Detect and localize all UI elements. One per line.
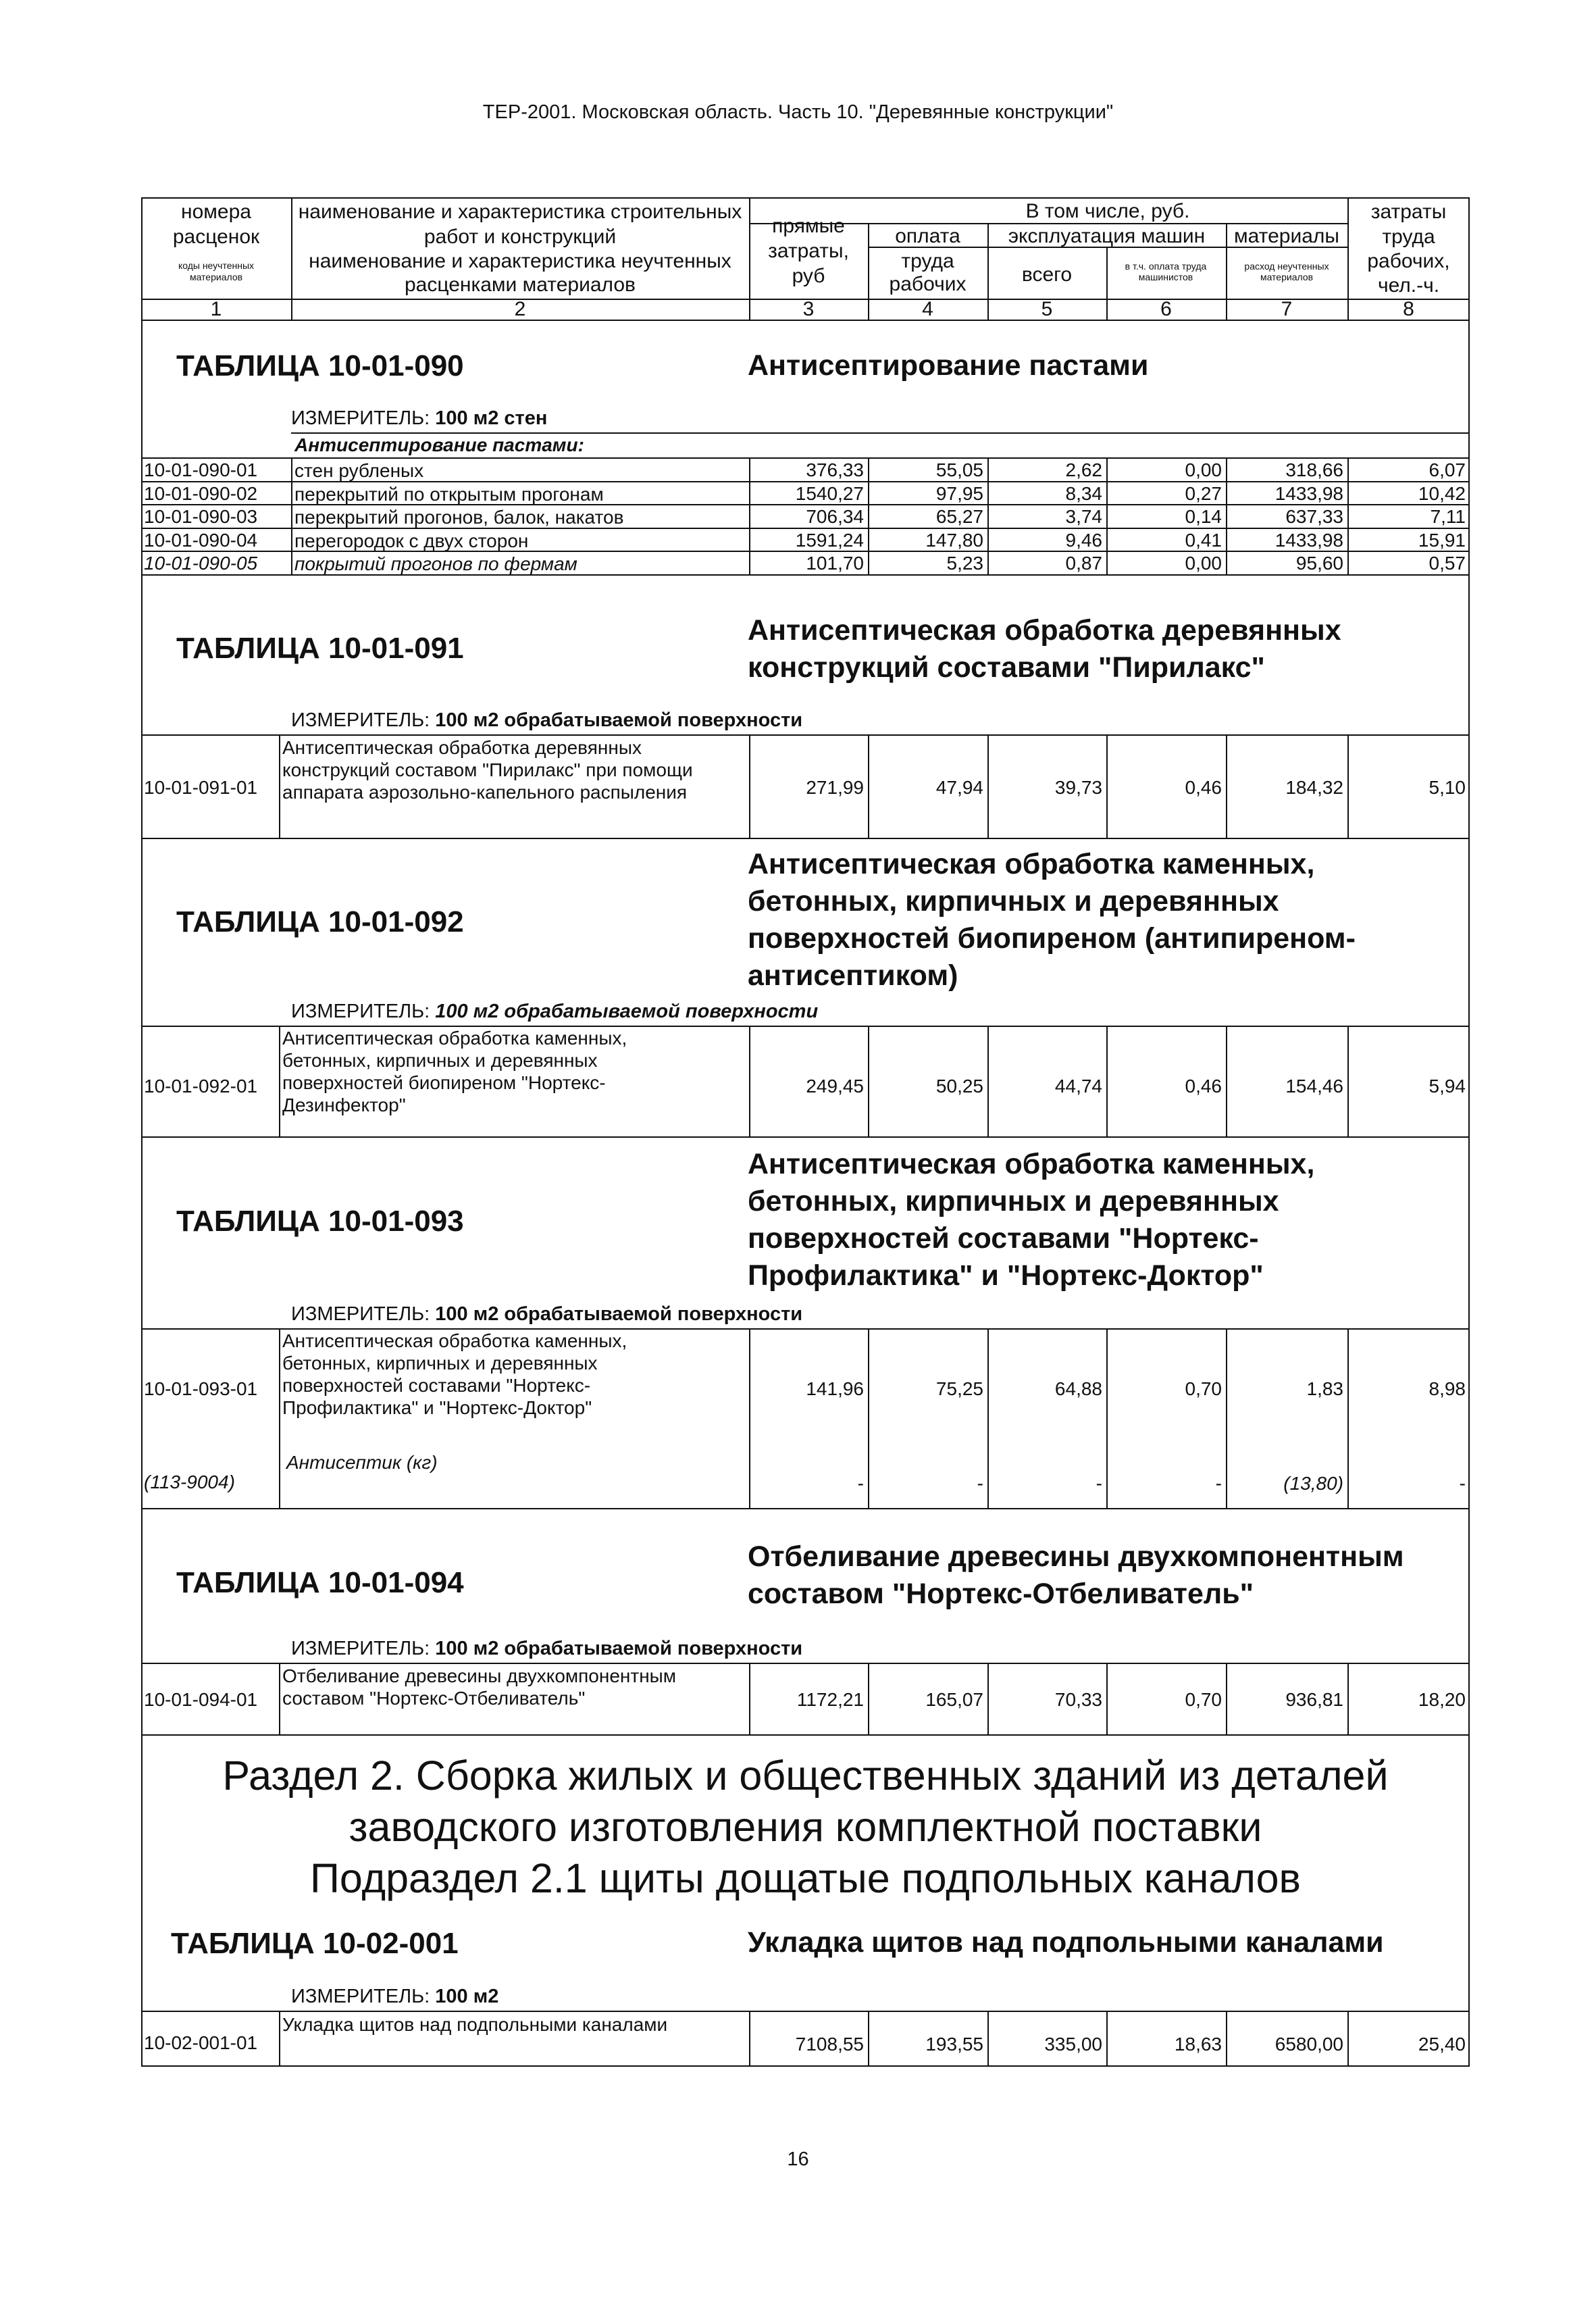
machines-total: 44,74: [1054, 1076, 1102, 1097]
rate-code: 10-01-090-05: [144, 553, 258, 574]
col-number: 6: [1160, 298, 1172, 320]
materials-consumption: (13,80): [1283, 1473, 1343, 1494]
labor-cost: 5,23: [946, 553, 983, 574]
machines-total: -: [1096, 1473, 1102, 1494]
machines-total: 3,74: [1065, 506, 1102, 527]
col1-header-line3: коды неучтенных: [178, 260, 255, 271]
machines-total: 0,87: [1065, 553, 1102, 574]
direct-cost: 249,45: [806, 1076, 864, 1097]
col7-header: расход неучтенных материалов: [1244, 261, 1329, 282]
material-name: Антисептик (кг): [286, 1452, 438, 1473]
section-title-line2: заводского изготовления комплектной поставки: [349, 1804, 1262, 1850]
machines-total: 70,33: [1054, 1689, 1102, 1710]
machinist-pay: 0,46: [1185, 1076, 1222, 1097]
direct-cost: 376,33: [806, 459, 864, 480]
section-title-line1: Раздел 2. Сборка жилых и общественных зданий из деталей: [222, 1753, 1389, 1799]
page-title: ТЕР-2001. Московская область. Часть 10. "Деревянные конструкции": [482, 101, 1114, 123]
table-title: ТАБЛИЦА 10-02-001: [171, 1927, 459, 1960]
col-number: 1: [210, 298, 222, 320]
col1-header-line1: номера: [181, 201, 251, 223]
labor-cost: 55,05: [935, 459, 983, 480]
col3-header-line2: затраты,: [768, 240, 849, 262]
materials-cost: 1,83: [1306, 1378, 1343, 1399]
rate-code: 10-01-090-03: [144, 506, 258, 527]
col-number: 8: [1403, 298, 1414, 320]
materials-cost: 637,33: [1285, 506, 1343, 527]
col6-header: в т.ч. оплата труда машинистов: [1125, 261, 1207, 282]
machines-total: 8,34: [1065, 483, 1102, 504]
materials-cost: 936,81: [1285, 1689, 1343, 1710]
direct-cost: 1172,21: [796, 1689, 864, 1710]
labor-hours: 10,42: [1418, 483, 1466, 504]
col4-header-line2: труда: [901, 250, 954, 272]
materials-cost: 184,32: [1285, 777, 1343, 798]
col8-header-line1: затраты: [1370, 201, 1447, 223]
col2-header-line3: наименование и характеристика неучтенных: [309, 250, 731, 272]
table-description: Укладка щитов над подпольными каналами: [748, 1926, 1384, 1959]
labor-cost: 47,94: [935, 777, 983, 798]
table-description: Антисептическая обработка каменных, бетонных, кирпичных и деревянных поверхностей биопиреном (антипиреном- антисептиком): [748, 848, 1356, 992]
machines-total: 9,46: [1065, 530, 1102, 551]
materials-cost: 6580,00: [1275, 2034, 1343, 2055]
rate-code: 10-01-090-04: [144, 530, 258, 551]
subsection-title: Подраздел 2.1 щиты дощатые подпольных каналов: [310, 1855, 1301, 1901]
direct-cost: 141,96: [806, 1378, 864, 1399]
table-description: Антисептическая обработка каменных, бетонных, кирпичных и деревянных поверхностей составами "Нортекс- Профилактика" и "Нортекс-Доктор": [748, 1148, 1315, 1292]
table-title: ТАБЛИЦА 10-01-094: [176, 1566, 464, 1599]
machines-total: 2,62: [1065, 459, 1102, 480]
labor-hours: 5,94: [1428, 1076, 1466, 1097]
col8-header-line4: чел.-ч.: [1377, 274, 1440, 297]
material-code: (113-9004): [144, 1472, 235, 1492]
col3-header-line1: прямые: [772, 215, 845, 237]
labor-hours: 6,07: [1428, 459, 1466, 480]
measure-unit: ИЗМЕРИТЕЛЬ: 100 м2 обрабатываемой поверхности: [291, 1001, 819, 1022]
col5-header: всего: [1021, 263, 1073, 286]
machinist-pay: 0,46: [1185, 777, 1222, 798]
labor-cost: -: [977, 1473, 983, 1494]
machines-total: 39,73: [1054, 777, 1102, 798]
machinist-pay: 0,41: [1185, 530, 1222, 551]
labor-cost: 165,07: [925, 1689, 983, 1710]
labor-cost: 193,55: [925, 2034, 983, 2055]
col-number: 7: [1281, 298, 1293, 320]
col8-header-line2: труда: [1382, 226, 1435, 248]
rate-name: Антисептическая обработка каменных, бетонных, кирпичных и деревянных поверхностей составами "Нортекс- Профилактика" и "Нортекс-Доктор": [282, 1330, 627, 1418]
col-number: 2: [514, 298, 526, 320]
table-title: ТАБЛИЦА 10-01-091: [176, 632, 464, 665]
labor-hours: 0,57: [1428, 553, 1466, 574]
labor-cost: 147,80: [925, 530, 983, 551]
direct-cost: 706,34: [806, 506, 864, 527]
col3-header-line3: руб: [792, 265, 825, 287]
labor-cost: 97,95: [935, 483, 983, 504]
rate-name: Укладка щитов над подпольными каналами: [282, 2014, 668, 2035]
table-description: Антисептическая обработка деревянных конструкций составами "Пирилакс": [748, 614, 1341, 684]
materials-cost: 318,66: [1285, 459, 1343, 480]
table-description: Антисептирование пастами: [748, 349, 1149, 382]
machinist-pay: 0,27: [1185, 483, 1222, 504]
materials-cost: 95,60: [1295, 553, 1343, 574]
rate-name: перекрытий по открытым прогонам: [294, 484, 604, 505]
labor-cost: 75,25: [935, 1378, 983, 1399]
col2-header-line1: наименование и характеристика строительных: [298, 201, 742, 223]
measure-unit: ИЗМЕРИТЕЛЬ: 100 м2 стен: [291, 407, 548, 429]
machines-header: эксплуатация машин: [1008, 225, 1206, 247]
machinist-pay: 0,14: [1185, 506, 1222, 527]
table-title: ТАБЛИЦА 10-01-090: [176, 349, 464, 382]
materials-cost: 1433,98: [1275, 530, 1343, 551]
rate-name: Антисептическая обработка деревянных конструкций составом "Пирилакс" при помощи аппарата аэрозольно-капельного распыления: [282, 737, 693, 803]
materials-header: материалы: [1234, 225, 1339, 247]
labor-hours: 15,91: [1418, 530, 1466, 551]
rate-name: Антисептическая обработка каменных, бетонных, кирпичных и деревянных поверхностей биопиреном "Нортекс- Дезинфектор": [282, 1028, 627, 1115]
materials-cost: 1433,98: [1275, 483, 1343, 504]
direct-cost: 101,70: [806, 553, 864, 574]
col1-header-line2: расценок: [172, 226, 260, 248]
rate-code: 10-01-090-01: [144, 459, 258, 480]
rate-name: Отбеливание древесины двухкомпонентным составом "Нортекс-Отбеливатель": [282, 1665, 677, 1709]
direct-cost: 1591,24: [795, 530, 864, 551]
rate-code: 10-01-094-01: [144, 1689, 258, 1710]
machinist-pay: 0,00: [1185, 553, 1222, 574]
measure-unit: ИЗМЕРИТЕЛЬ: 100 м2 обрабатываемой поверхности: [291, 709, 803, 731]
col4-header-line3: рабочих: [889, 273, 967, 295]
measure-unit: ИЗМЕРИТЕЛЬ: 100 м2: [291, 1986, 499, 2007]
labor-hours: 8,98: [1428, 1378, 1466, 1399]
measure-unit: ИЗМЕРИТЕЛЬ: 100 м2 обрабатываемой поверхности: [291, 1303, 803, 1325]
direct-cost: 1540,27: [795, 483, 864, 504]
machinist-pay: 18,63: [1174, 2034, 1222, 2055]
labor-hours: 7,11: [1430, 506, 1466, 527]
col-number: 5: [1041, 298, 1053, 320]
table-description: Отбеливание древесины двухкомпонентным составом "Нортекс-Отбеливатель": [748, 1540, 1404, 1610]
machinist-pay: 0,70: [1185, 1689, 1222, 1710]
rate-name: перекрытий прогонов, балок, накатов: [294, 507, 624, 528]
rate-name: покрытий прогонов по фермам: [294, 553, 577, 574]
col1-header-line4: материалов: [189, 272, 243, 282]
machinist-pay: -: [1215, 1473, 1222, 1494]
rate-name: перегородок с двух сторон: [294, 530, 529, 551]
col2-header-line2: работ и конструкций: [423, 226, 617, 248]
labor-hours: -: [1459, 1473, 1466, 1494]
labor-hours: 18,20: [1418, 1689, 1466, 1710]
rate-code: 10-01-090-02: [144, 483, 258, 504]
col4-header-line1: оплата: [895, 225, 960, 247]
machines-total: 335,00: [1044, 2034, 1102, 2055]
rate-code: 10-01-091-01: [144, 777, 258, 798]
page-number: 16: [787, 2148, 809, 2170]
labor-hours: 25,40: [1418, 2034, 1466, 2055]
labor-cost: 65,27: [935, 506, 983, 527]
rate-code: 10-01-093-01: [144, 1378, 258, 1399]
machinist-pay: 0,70: [1185, 1378, 1222, 1399]
col-number: 4: [922, 298, 933, 320]
materials-cost: 154,46: [1285, 1076, 1343, 1097]
direct-cost: 7108,55: [795, 2034, 864, 2055]
rate-code: 10-02-001-01: [144, 2032, 258, 2053]
labor-cost: 50,25: [935, 1076, 983, 1097]
group-label: Антисептирование пастами:: [294, 434, 584, 455]
group-header: В том числе, руб.: [1025, 200, 1190, 222]
direct-cost: 271,99: [806, 777, 864, 798]
machines-total: 64,88: [1054, 1378, 1102, 1399]
rate-name: стен рубленых: [294, 460, 424, 481]
machinist-pay: 0,00: [1185, 459, 1222, 480]
col2-header-line4: расценками материалов: [405, 274, 636, 296]
table-title: ТАБЛИЦА 10-01-092: [176, 905, 464, 938]
labor-hours: 5,10: [1428, 777, 1466, 798]
measure-unit: ИЗМЕРИТЕЛЬ: 100 м2 обрабатываемой поверхности: [291, 1638, 803, 1659]
col8-header-line3: рабочих,: [1367, 250, 1450, 272]
table-title: ТАБЛИЦА 10-01-093: [176, 1205, 464, 1238]
col-number: 3: [802, 298, 815, 320]
direct-cost: -: [857, 1473, 864, 1494]
rate-code: 10-01-092-01: [144, 1076, 258, 1097]
